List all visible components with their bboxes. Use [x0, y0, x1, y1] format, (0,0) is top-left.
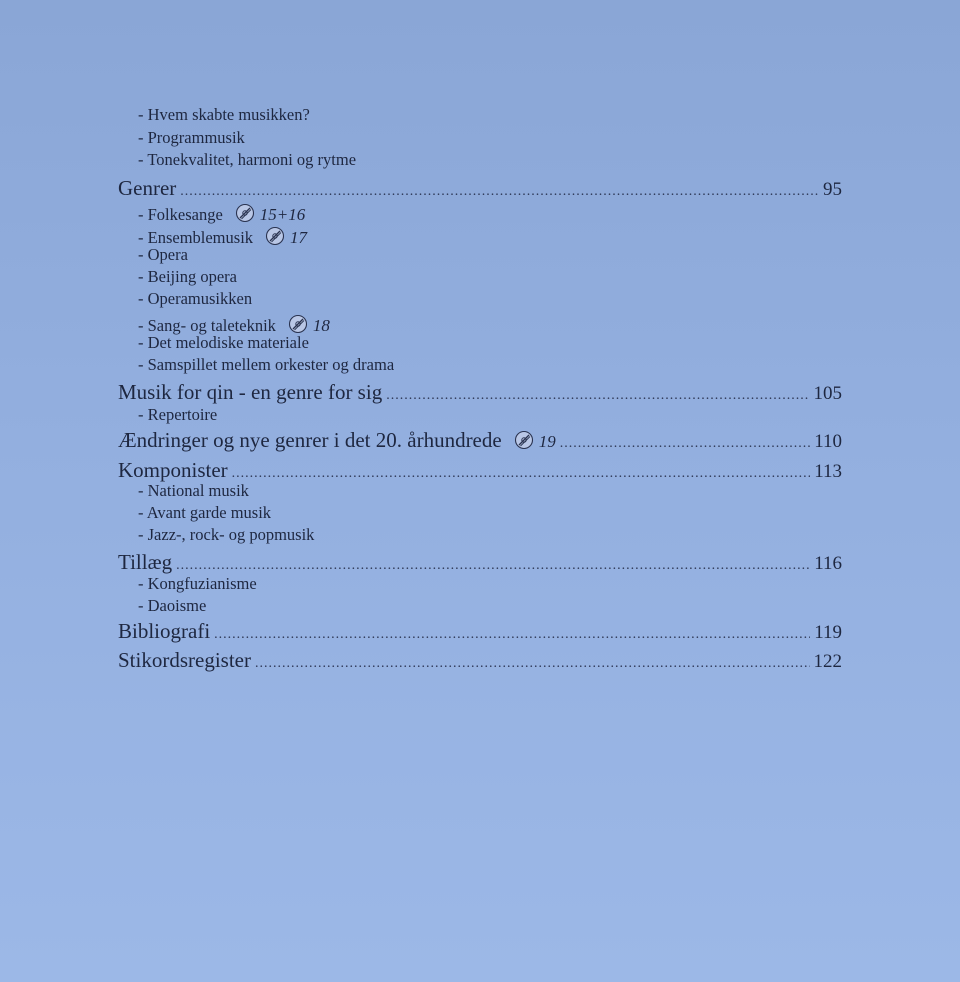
cd-track-number: 15+16: [259, 205, 306, 224]
dot-leader: [214, 627, 810, 643]
toc-entry-text: - Programmusik: [138, 128, 245, 147]
toc-subsection: [138, 245, 188, 265]
toc-entry-text: - Tonekvalitet, harmoni og rytme: [138, 150, 357, 169]
toc-entry-text: - Jazz-, rock- og popmusik: [138, 525, 315, 544]
toc-subsection: [138, 574, 257, 594]
compact-disc-icon: [265, 226, 285, 246]
cd-track-number: 18: [312, 316, 330, 335]
toc-entry-text: - Beijing opera: [138, 267, 237, 286]
toc-subsection: [138, 150, 356, 170]
cd-track-number: 19: [538, 432, 556, 451]
toc-chapter: [118, 176, 842, 201]
dot-leader: [180, 184, 819, 200]
compact-disc-icon: [514, 430, 534, 450]
toc-entry-text: - National musik: [138, 481, 249, 500]
toc-entry-text: - Det melodiske materiale: [138, 333, 309, 352]
toc-entry-text: - Hvem skabte musikken?: [138, 105, 310, 124]
toc-entry-text: - Folkesange: [138, 205, 223, 224]
toc-subsection: [138, 128, 245, 148]
page-number: 105: [813, 383, 842, 404]
toc-entry-text: Musik for qin - en genre for sig: [118, 380, 383, 404]
toc-entry-text: - Repertoire: [138, 405, 218, 424]
toc-entry-text: - Sang- og taleteknik: [138, 316, 276, 335]
toc-subsection: [138, 596, 206, 616]
toc-subsection: [138, 105, 310, 125]
toc-chapter: [118, 550, 842, 575]
page-number: 95: [823, 179, 842, 200]
compact-disc-icon: [288, 314, 308, 334]
toc-entry-text: - Kongfuzianisme: [138, 574, 257, 593]
page-number: 122: [813, 651, 842, 672]
toc-entry-text: Tillæg: [118, 550, 173, 574]
dot-leader: [255, 656, 810, 672]
toc-chapter: [118, 427, 842, 453]
toc-subsection: [138, 267, 237, 287]
toc-entry-text: - Samspillet mellem orkester og drama: [138, 355, 395, 374]
dot-leader: [232, 466, 811, 482]
dot-leader: [560, 436, 811, 452]
toc-subsection: [138, 289, 252, 309]
toc-chapter: [118, 648, 842, 673]
cd-track-reference: [514, 427, 556, 452]
cd-track-reference: [265, 223, 307, 248]
toc-entry-text: - Operamusikken: [138, 289, 253, 308]
page-number: 119: [814, 622, 842, 643]
toc-subsection: [138, 355, 394, 375]
toc-subsection: [138, 525, 314, 545]
toc-entry-text: Stikordsregister: [118, 648, 251, 672]
toc-entry-text: - Opera: [138, 245, 188, 264]
compact-disc-icon: [235, 203, 255, 223]
page-number: 110: [814, 431, 842, 452]
toc-chapter: [118, 458, 842, 483]
toc-entry-text: Komponister: [118, 458, 228, 482]
toc-subsection: [138, 503, 271, 523]
toc-subsection: [138, 405, 217, 425]
cd-track-number: 17: [290, 228, 308, 247]
toc-entry-text: Bibliografi: [118, 619, 211, 643]
dot-leader: [386, 388, 809, 404]
dot-leader: [176, 558, 810, 574]
page-number: 113: [814, 461, 842, 482]
toc-chapter: [118, 619, 842, 644]
toc-subsection: [138, 333, 309, 353]
toc-chapter: [118, 380, 842, 405]
toc-entry-text: Genrer: [118, 176, 177, 200]
toc-entry-text: - Ensemblemusik: [138, 228, 254, 247]
toc-entry-text: Ændringer og nye genrer i det 20. århundrede: [118, 428, 502, 452]
toc-entry-text: - Avant garde musik: [138, 503, 272, 522]
page-number: 116: [814, 553, 842, 574]
toc-entry-text: - Daoisme: [138, 596, 207, 615]
toc-subsection: [138, 481, 249, 501]
cd-track-reference: [235, 200, 305, 225]
toc-subsection: [138, 200, 305, 225]
